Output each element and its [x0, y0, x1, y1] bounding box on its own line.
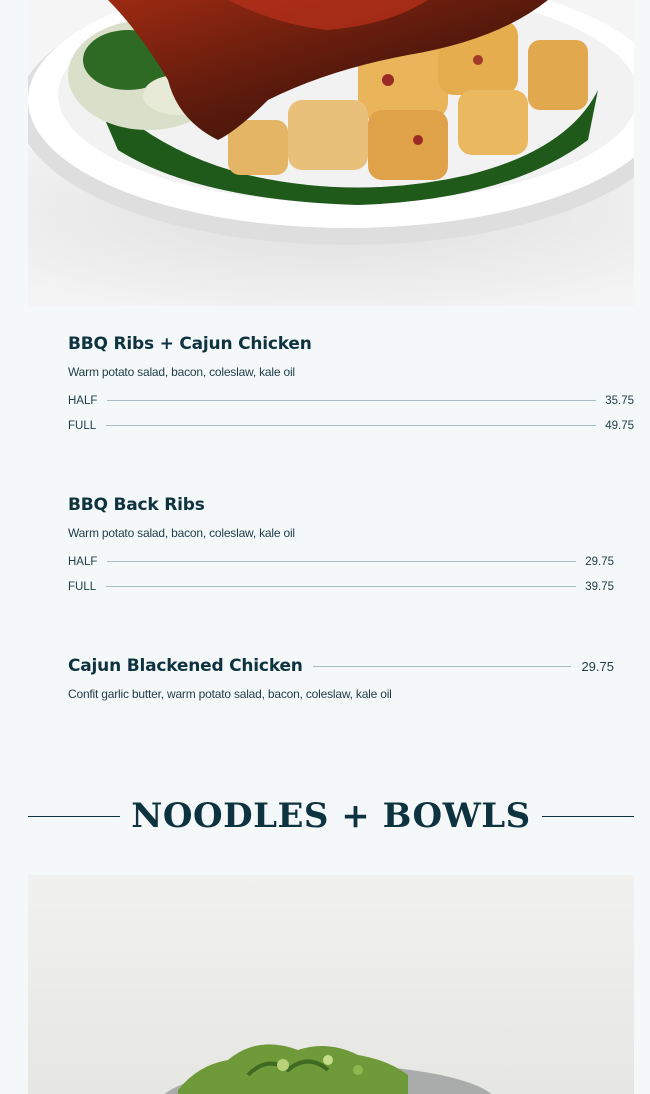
section-title: NOODLES + BOWLS	[131, 796, 531, 836]
size-label: HALF	[68, 394, 98, 407]
heading-rule-right	[542, 816, 634, 817]
menu-item-cajun-blackened-chicken	[68, 656, 614, 701]
item-title: Cajun Blackened Chicken	[68, 656, 303, 676]
leader-line	[313, 666, 572, 667]
leader-line	[106, 586, 576, 587]
item-title: BBQ Back Ribs	[68, 495, 205, 515]
price-value: 29.75	[581, 658, 614, 674]
item-description: Warm potato salad, bacon, coleslaw, kale oil	[68, 365, 295, 379]
section-heading	[28, 790, 634, 842]
price-value: 49.75	[605, 419, 634, 432]
size-label: HALF	[68, 555, 98, 568]
price-row-full	[68, 574, 614, 599]
item-title: BBQ Ribs + Cajun Chicken	[68, 334, 312, 354]
section-food-photo	[28, 875, 634, 1094]
leader-line	[107, 400, 596, 401]
item-description: Warm potato salad, bacon, coleslaw, kale oil	[68, 526, 295, 540]
item-title-row	[68, 656, 614, 676]
heading-rule-left	[28, 816, 120, 817]
price-value: 35.75	[605, 394, 634, 407]
item-description: Confit garlic butter, warm potato salad, bacon, coleslaw, kale oil	[68, 687, 392, 701]
price-row-half	[68, 549, 614, 574]
leader-line	[107, 561, 576, 562]
price-row-full	[68, 413, 634, 438]
menu-item-bbq-back-ribs	[68, 495, 614, 599]
size-label: FULL	[68, 580, 97, 593]
price-value: 29.75	[585, 555, 614, 568]
hero-food-photo	[28, 0, 634, 306]
leader-line	[106, 425, 596, 426]
size-label: FULL	[68, 419, 97, 432]
menu-item-bbq-ribs-cajun-chicken	[68, 334, 634, 438]
price-row-half	[68, 388, 634, 413]
price-value: 39.75	[585, 580, 614, 593]
